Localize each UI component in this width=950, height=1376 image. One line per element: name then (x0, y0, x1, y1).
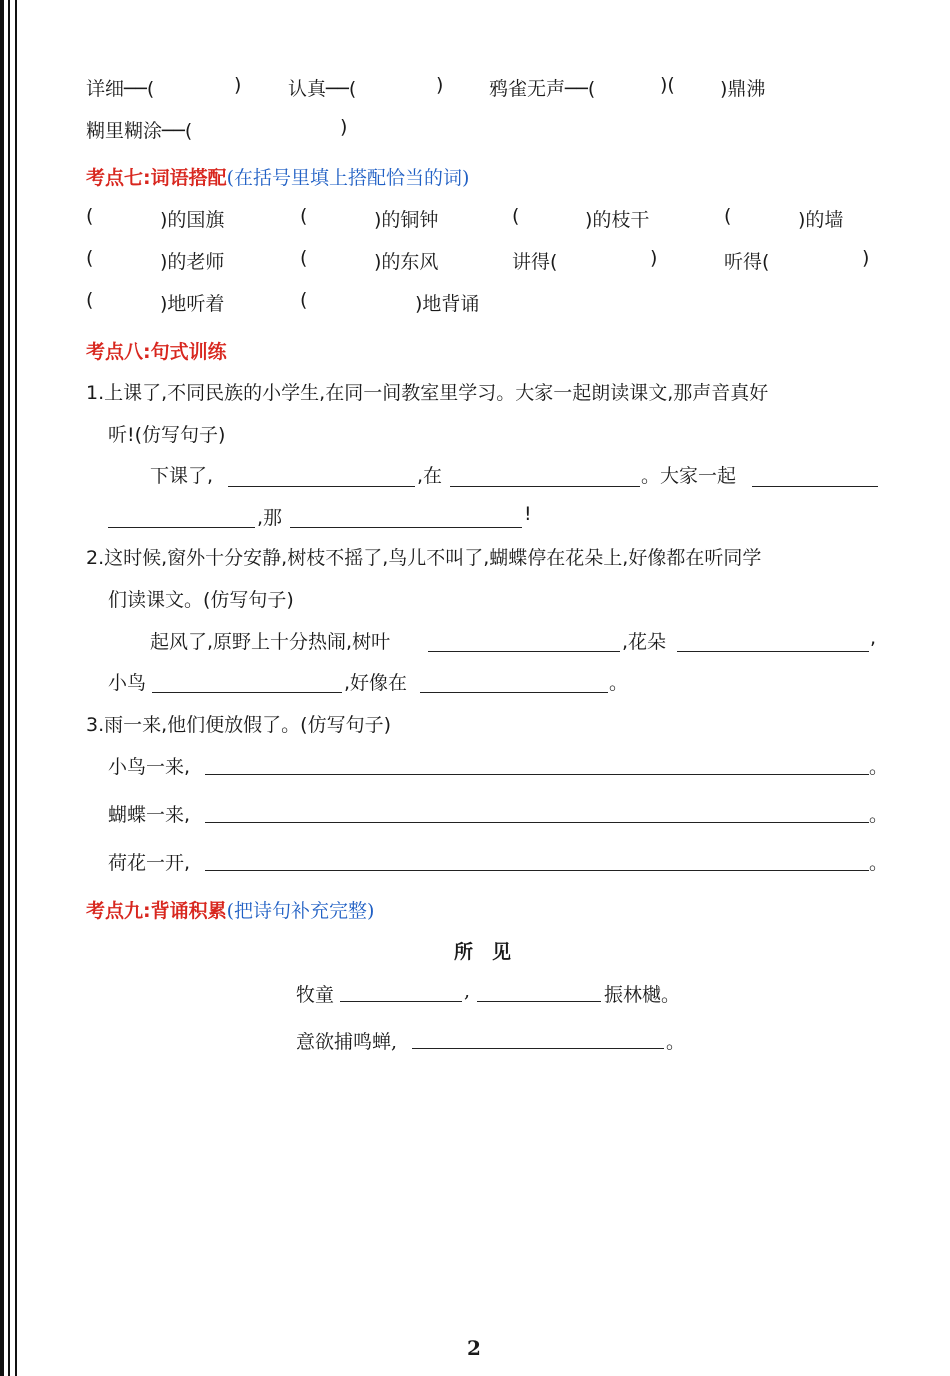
q1-blank-1[interactable] (228, 486, 415, 487)
bracket-open: ( (86, 289, 94, 311)
poem-comma: , (464, 980, 471, 1002)
collocation-east-wind: )的东风 (374, 251, 439, 273)
section-9-title: 考点九:背诵积累 (86, 900, 227, 922)
q2-blank-flowers[interactable] (677, 651, 869, 652)
collocation-teacher: )的老师 (160, 251, 225, 273)
question-1-instruction: 听!(仿写句子) (108, 424, 226, 446)
poem-line-1-end: 振林樾。 (604, 984, 681, 1006)
bracket-open: ( (300, 205, 308, 227)
bracket-close: ) (436, 74, 444, 96)
collocation-reciting: )地背诵 (415, 293, 480, 315)
poem-line-2-start: 意欲捕鸣蝉, (296, 1031, 398, 1053)
binding-line-outer (0, 0, 4, 1376)
antonym-item-confused: 糊里糊涂──( (86, 120, 193, 142)
q1-blank-3[interactable] (752, 486, 878, 487)
q1-blank-4[interactable] (290, 527, 522, 528)
q3-prompt-bird: 小鸟一来, (108, 756, 191, 778)
q2-period: 。 (609, 672, 629, 694)
q2-prefix: 起风了,原野上十分热闹,树叶 (150, 631, 391, 653)
section-9-instruction: (把诗句补充完整) (226, 900, 375, 922)
bracket-open: ( (86, 205, 94, 227)
bracket-open: ( (724, 205, 732, 227)
q1-blank-3-continued[interactable] (108, 527, 255, 528)
collocation-wall: )的墙 (798, 209, 844, 231)
poem-blank-2[interactable] (477, 1001, 601, 1002)
q3-prompt-butterfly: 蝴蝶一来, (108, 804, 191, 826)
q3-prompt-lotus: 荷花一开, (108, 852, 191, 874)
bracket-open: ( (300, 247, 308, 269)
q1-blank-2[interactable] (450, 486, 640, 487)
bracket-close: ) (862, 247, 870, 269)
collocation-flag: )的国旗 (160, 209, 225, 231)
q3-period: 。 (869, 756, 889, 778)
question-2-instruction: 们读课文。(仿写句子) (108, 589, 294, 611)
bracket-close: ) (234, 74, 242, 96)
poem-blank-3[interactable] (412, 1048, 664, 1049)
q2-connector-flowers: ,花朵 (622, 631, 667, 653)
antonym-item-serious: 认真──( (288, 78, 357, 100)
q1-connector-together: 。大家一起 (641, 465, 737, 487)
section-7-heading (86, 163, 469, 190)
section-9-heading (86, 896, 374, 923)
poem-period: 。 (666, 1031, 686, 1053)
q2-blank-leaves[interactable] (428, 651, 620, 652)
binding-line-inner (15, 0, 17, 1376)
question-1-text: 1.上课了,不同民族的小学生,在同一间教室里学习。大家一起朗读课文,那声音真好 (86, 382, 769, 404)
q2-connector-seem: ,好像在 (344, 672, 408, 694)
q3-blank-lotus[interactable] (205, 870, 869, 871)
collocation-speak: 讲得( (512, 251, 558, 273)
bracket-close: ) (340, 116, 348, 138)
q1-connector-that: ,那 (257, 507, 283, 529)
collocation-bell: )的铜钟 (374, 209, 439, 231)
antonym-answer-suffix: )鼎沸 (720, 78, 766, 100)
q3-blank-bird[interactable] (205, 774, 869, 775)
q2-connector-bird: 小鸟 (108, 672, 147, 694)
collocation-listen: 听得( (724, 251, 770, 273)
q3-blank-butterfly[interactable] (205, 822, 869, 823)
collocation-branch: )的枝干 (585, 209, 650, 231)
bracket-open: ( (86, 247, 94, 269)
section-7-title: 考点七:词语搭配 (86, 167, 227, 189)
bracket-pair: )( (660, 74, 675, 96)
poem-line-1-start: 牧童 (296, 984, 335, 1006)
q3-period: 。 (869, 804, 889, 826)
question-2-text: 2.这时候,窗外十分安静,树枝不摇了,鸟儿不叫了,蝴蝶停在花朵上,好像都在听同学 (86, 547, 762, 569)
poem-title: 所 见 (454, 941, 512, 963)
question-3-text: 3.雨一来,他们便放假了。(仿写句子) (86, 714, 391, 736)
q2-blank-seem[interactable] (420, 692, 608, 693)
q2-blank-bird[interactable] (152, 692, 342, 693)
bracket-close: ) (650, 247, 658, 269)
bracket-open: ( (512, 205, 520, 227)
collocation-listening: )地听着 (160, 293, 225, 315)
poem-blank-1[interactable] (340, 1001, 462, 1002)
q3-period: 。 (869, 852, 889, 874)
q1-exclamation: ! (524, 503, 532, 525)
q1-connector-at: ,在 (417, 465, 443, 487)
page-number: 2 (467, 1336, 481, 1360)
antonym-item-silent: 鸦雀无声──( (489, 78, 596, 100)
q1-prefix: 下课了, (150, 465, 214, 487)
q2-comma: , (870, 627, 877, 649)
section-8-title: 考点八:句式训练 (86, 341, 227, 363)
bracket-open: ( (300, 289, 308, 311)
binding-line-middle (8, 0, 10, 1376)
section-7-instruction: (在括号里填上搭配恰当的词) (226, 167, 470, 189)
antonym-item-detail: 详细──( (86, 78, 155, 100)
